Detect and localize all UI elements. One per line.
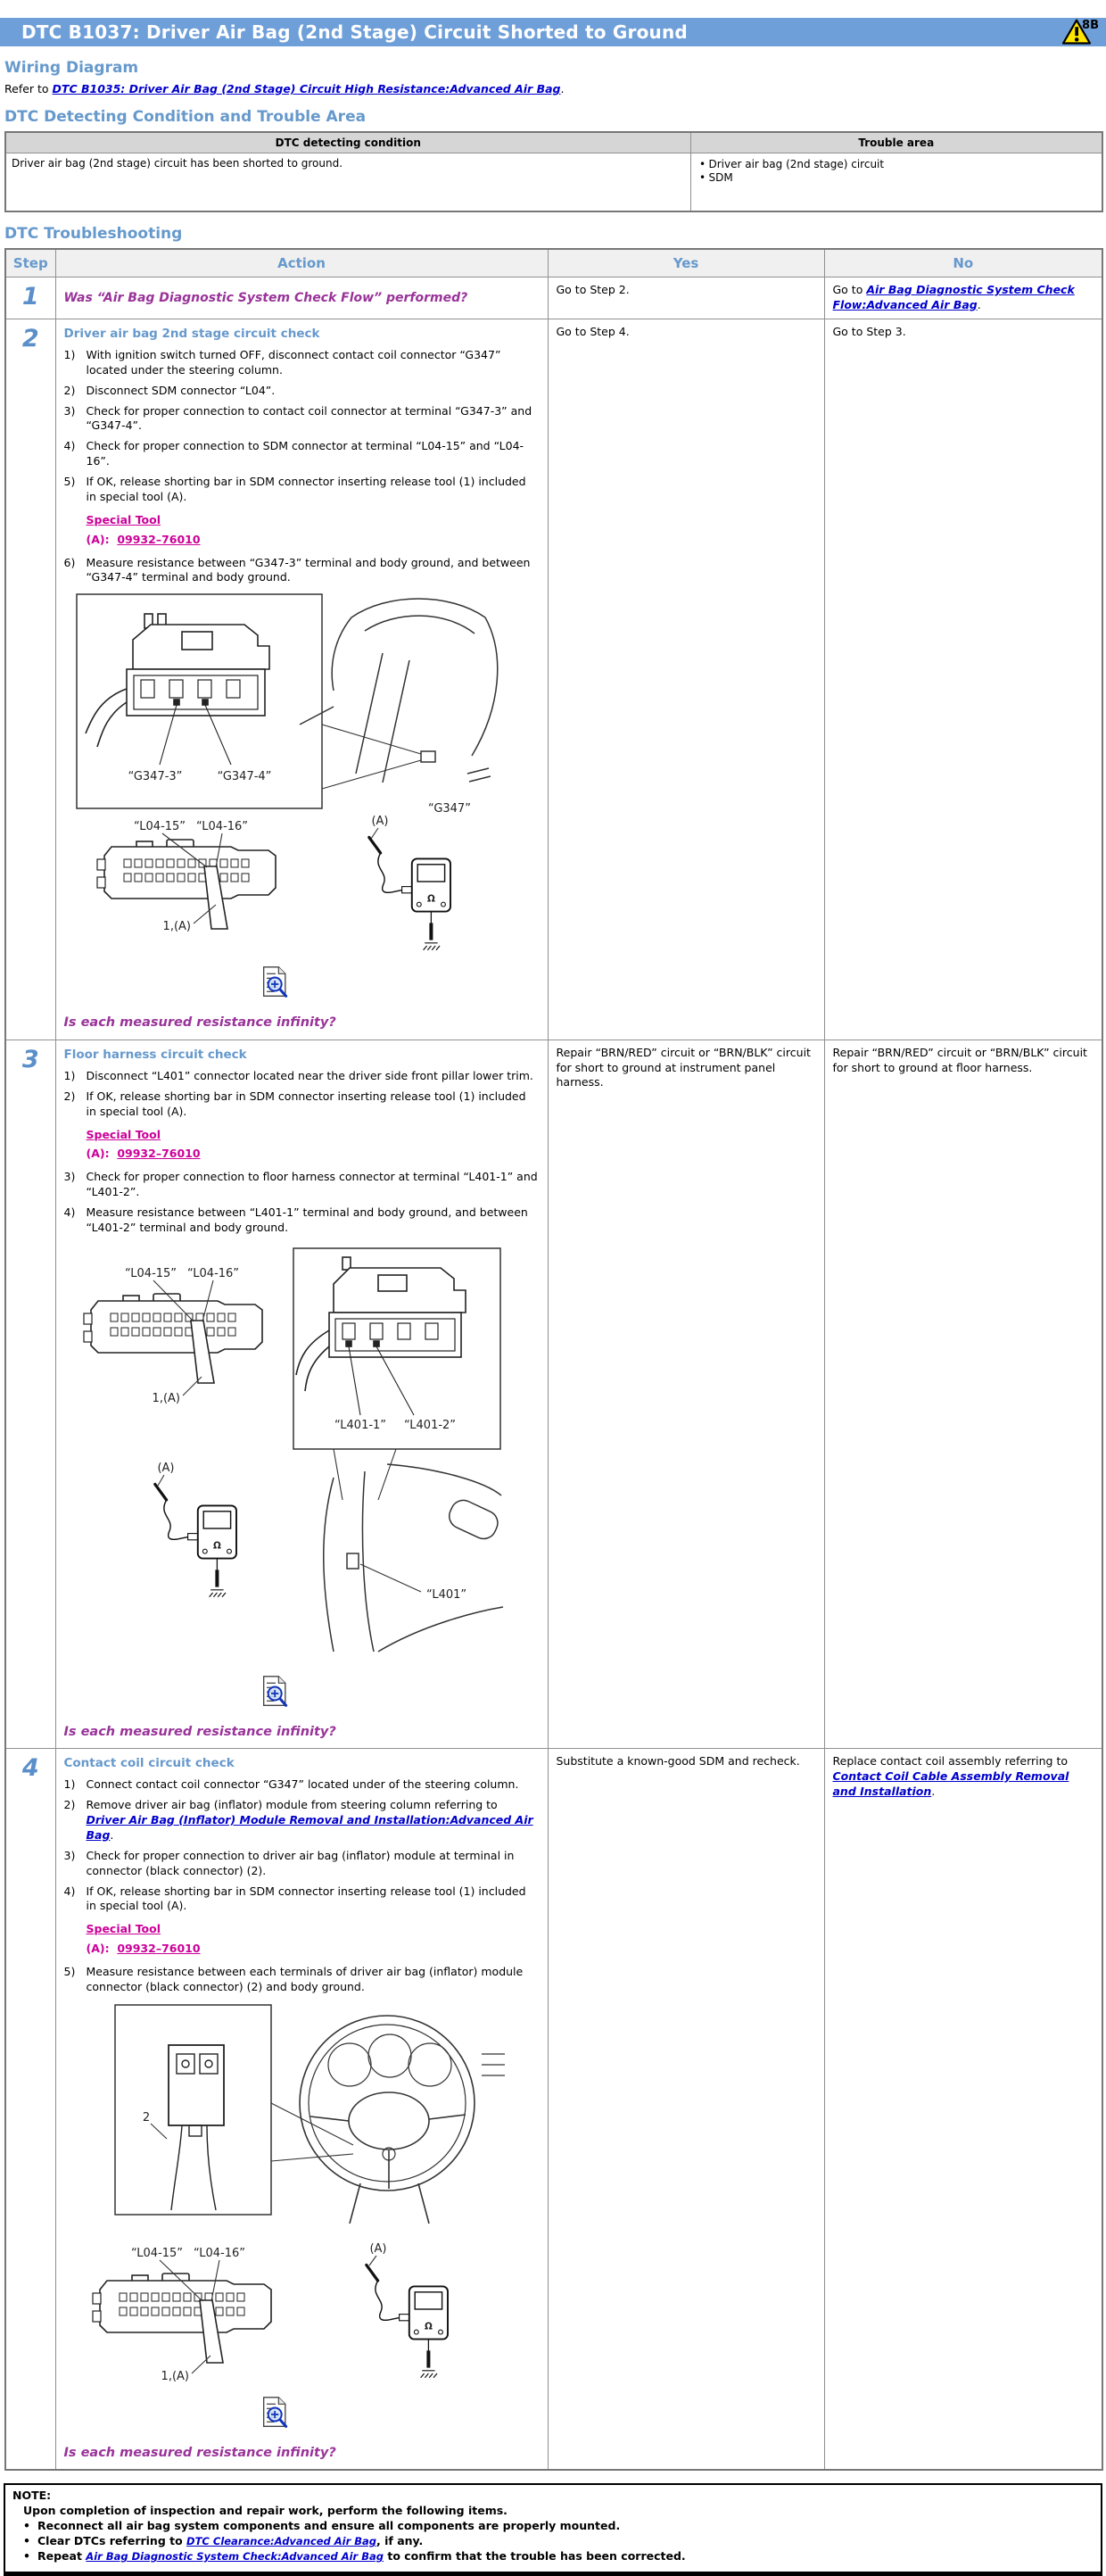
note-item: [23, 2549, 1094, 2563]
item-text: Check for proper connection to driver air bag (inflator) module at terminal in connector (black connector) (2).: [86, 1848, 515, 1877]
note-item-text: [37, 2549, 686, 2563]
action-step-item: [64, 556, 540, 586]
item-text: If OK, release shorting bar in SDM connector inserting release tool (1) included in special tool (A).: [86, 1089, 526, 1118]
floor-harness-connector-illustration: [66, 1241, 512, 1668]
airbag-check-flow-link[interactable]: Air Bag Diagnostic System Check Flow:Advanced Air Bag: [832, 283, 1075, 311]
step2-figure: [66, 591, 540, 1004]
trouble-area-text: SDM: [708, 171, 733, 184]
special-tool-block: [87, 1922, 540, 1957]
step1-no-cell: [824, 277, 1102, 319]
steering-column-connector-illustration: [66, 591, 512, 958]
item-text-suffix: .: [110, 1827, 114, 1842]
tool-ref-key: (A):: [86, 1942, 110, 1956]
label-a: (A): [368, 2241, 387, 2256]
enlarge-figure-icon[interactable]: [262, 965, 289, 999]
label-l401-1: “L401-1”: [334, 1418, 386, 1432]
troubleshooting-table: [4, 248, 1103, 2471]
note-item-text: [37, 2534, 423, 2547]
label-l04-16: “L04-16”: [186, 1266, 239, 1280]
col-dtc-detecting-condition: DTC detecting condition: [5, 132, 690, 153]
item-number: 5): [63, 1965, 76, 1979]
item-text: With ignition switch turned OFF, disconnect contact coil connector “G347” located under the steering column.: [86, 347, 501, 377]
item-text: If OK, release shorting bar in SDM connector inserting release tool (1) included in special tool (A).: [86, 1884, 526, 1913]
note-intro: Upon completion of inspection and repair work, perform the following items.: [23, 2504, 508, 2518]
bullet-glyph: •: [698, 171, 706, 184]
special-tool-ref: [87, 1147, 540, 1162]
g347-connector-illustration: [86, 614, 269, 765]
item-number: 4): [63, 1205, 76, 1219]
contact-coil-removal-link[interactable]: Contact Coil Cable Assembly Removal and Installation: [832, 1768, 1069, 1798]
action-step-item: [64, 1884, 540, 1915]
label-l04-15: “L04-15”: [130, 2246, 183, 2260]
ohmmeter-illustration: [154, 1484, 235, 1596]
item-number: 6): [63, 555, 76, 569]
item-number: 4): [63, 1884, 76, 1898]
step-number: 1: [5, 277, 55, 319]
item-number: 5): [63, 475, 76, 489]
item-number: 3): [63, 403, 76, 418]
item-number: 2): [63, 383, 76, 397]
note-text-suffix: to confirm that the trouble has been corrected.: [384, 2549, 686, 2564]
special-tool-number-link[interactable]: 09932–76010: [117, 1147, 201, 1161]
step4-no-cell: [824, 1749, 1102, 2471]
enlarge-figure-icon[interactable]: [262, 2395, 289, 2430]
special-tool-block: [87, 1128, 540, 1163]
label-g347: “G347”: [427, 802, 471, 816]
step-row-2: [5, 319, 1102, 1040]
action-step-item: [64, 1089, 540, 1120]
step3-action-cell: [55, 1040, 548, 1748]
note-item: [23, 2534, 1094, 2547]
label-2: 2: [142, 2110, 150, 2125]
item-number: 3): [63, 1170, 76, 1184]
label-a: (A): [370, 815, 389, 829]
troubleshooting-heading: DTC Troubleshooting: [4, 225, 183, 243]
trouble-area-item: [697, 158, 1097, 170]
no-suffix: .: [931, 1784, 936, 1798]
bullet-glyph: •: [23, 2549, 30, 2564]
label-1-a: 1,(A): [152, 1391, 180, 1405]
step4-title: Contact coil circuit check: [63, 1756, 235, 1771]
note-label: NOTE:: [12, 2489, 52, 2503]
col-no: No: [824, 249, 1102, 277]
module-connector-illustration: [169, 2045, 224, 2210]
action-step-item: [64, 384, 540, 399]
special-tool-number-link[interactable]: 09932–76010: [117, 1942, 201, 1956]
bullet-glyph: •: [23, 2519, 30, 2533]
item-text: Measure resistance between each terminals of driver air bag (inflator) module connector (black connector) (2) and body ground.: [86, 1965, 524, 1993]
dtc-clearance-link[interactable]: DTC Clearance:Advanced Air Bag: [186, 2535, 377, 2548]
page-section-tag: 8B: [1082, 19, 1099, 32]
bullet-glyph: •: [698, 158, 706, 170]
special-tool-label: Special Tool: [86, 512, 161, 526]
refer-suffix: .: [560, 82, 565, 95]
detecting-condition-table: [4, 131, 1103, 212]
enlarge-figure-icon[interactable]: [262, 1674, 289, 1709]
step3-yes-cell: Repair “BRN/RED” circuit or “BRN/BLK” circuit for short to ground at instrument panel harness.: [548, 1040, 824, 1748]
item-number: 2): [63, 1089, 76, 1103]
sdm-connector-illustration: [93, 2274, 271, 2363]
step4-figure: [66, 2000, 540, 2434]
item-number: 3): [63, 1848, 76, 1862]
label-l04-16: “L04-16”: [193, 2246, 245, 2260]
ohmmeter-illustration: [368, 838, 450, 950]
detecting-header-row: [5, 132, 1102, 153]
step1-question: Was “Air Bag Diagnostic System Check Flow” performed?: [63, 291, 468, 305]
action-step-item: [64, 1798, 540, 1843]
action-step-item: [64, 1849, 540, 1879]
item-number: 1): [63, 1068, 76, 1082]
label-1-a: 1,(A): [162, 920, 191, 934]
item-text: Check for proper connection to contact coil connector at terminal “G347-3” and “G347-4”.: [86, 403, 532, 433]
steering-column-sketch: [300, 599, 498, 789]
action-step-item: [64, 475, 540, 505]
wiring-refer-line: [4, 82, 1106, 95]
step2-yes-cell: Go to Step 4.: [548, 319, 824, 1040]
item-text: Connect contact coil connector “G347” located under of the steering column.: [86, 1777, 519, 1792]
label-l04-16: “L04-16”: [195, 820, 248, 834]
sdm-connector-illustration: [97, 840, 276, 929]
step-number: 2: [5, 319, 55, 1040]
detecting-row: [5, 153, 1102, 212]
refer-prefix: Refer to: [4, 82, 53, 95]
step-row-1: [5, 277, 1102, 319]
special-tool-ref: [87, 1942, 540, 1957]
l401-connector-illustration: [296, 1257, 466, 1415]
col-step: Step: [5, 249, 55, 277]
item-text: Check for proper connection to SDM connector at terminal “L04-15” and “L04-16”.: [86, 439, 524, 468]
action-step-item: [64, 1069, 540, 1084]
item-number: 2): [63, 1798, 76, 1812]
item-text-prefix: Remove driver air bag (inflator) module from steering column referring to: [86, 1798, 498, 1812]
col-action: Action: [55, 249, 548, 277]
action-step-item: [64, 439, 540, 469]
step1-yes-cell: Go to Step 2.: [548, 277, 824, 319]
action-step-item: [64, 1777, 540, 1793]
tool-ref-key: (A):: [86, 532, 110, 546]
action-step-item: [64, 404, 540, 435]
step-row-3: [5, 1040, 1102, 1748]
dtc-title-bar: [0, 18, 1106, 46]
label-l04-15: “L04-15”: [124, 1266, 177, 1280]
page-title: DTC B1037: Driver Air Bag (2nd Stage) Circuit Shorted to Ground: [21, 21, 688, 43]
action-step-item: [64, 1965, 540, 1995]
item-text: Measure resistance between “L401-1” terminal and body ground, and between “L401-2” terminal and body ground.: [86, 1205, 528, 1234]
detecting-condition-heading: DTC Detecting Condition and Trouble Area: [4, 108, 367, 126]
special-tool-label: Special Tool: [86, 1922, 161, 1936]
action-step-item: [64, 1205, 540, 1236]
front-pillar-sketch: [323, 1464, 502, 1652]
sdm-connector-illustration: [84, 1294, 262, 1383]
note-item: [23, 2519, 1094, 2532]
no-suffix: .: [977, 297, 981, 311]
label-l04-15: “L04-15”: [133, 820, 186, 834]
item-number: 1): [63, 347, 76, 361]
col-yes: Yes: [548, 249, 824, 277]
special-tool-number-link[interactable]: 09932–76010: [117, 532, 201, 546]
label-l401-2: “L401-2”: [403, 1418, 456, 1432]
special-tool-label: Special Tool: [86, 1127, 161, 1141]
tool-ref-key: (A):: [86, 1147, 110, 1161]
step4-action-cell: [55, 1749, 548, 2471]
step-number: 4: [5, 1749, 55, 2471]
action-step-item: [64, 1170, 540, 1200]
step2-action-cell: [55, 319, 548, 1040]
special-tool-ref: [87, 533, 540, 548]
step4-question: Is each measured resistance infinity?: [63, 2445, 336, 2460]
label-l401: “L401”: [425, 1587, 466, 1602]
action-step-item: [64, 348, 540, 378]
no-prefix: Replace contact coil assembly referring to: [832, 1754, 1068, 1768]
step2-title: Driver air bag 2nd stage circuit check: [63, 326, 320, 341]
steering-wheel-sketch: [300, 2016, 505, 2224]
step3-question: Is each measured resistance infinity?: [63, 1724, 336, 1739]
note-text-prefix: Repeat: [37, 2549, 87, 2564]
trouble-area-text: Driver air bag (2nd stage) circuit: [708, 158, 885, 170]
bullet-glyph: •: [23, 2534, 30, 2548]
item-text: If OK, release shorting bar in SDM connector inserting release tool (1) included in special tool (A).: [86, 475, 526, 503]
step3-no-cell: Repair “BRN/RED” circuit or “BRN/BLK” circuit for short to ground at floor harness.: [824, 1040, 1102, 1748]
col-trouble-area: Trouble area: [690, 132, 1102, 153]
item-text: [87, 1798, 540, 1843]
note-item-text: Reconnect all air bag system components and ensure all components are properly mounted.: [37, 2519, 621, 2533]
step3-figure: [66, 1241, 540, 1713]
dtc-b1035-link[interactable]: DTC B1035: Driver Air Bag (2nd Stage) Circuit High Resistance:Advanced Air Bag: [52, 82, 561, 95]
step-row-4: [5, 1749, 1102, 2471]
step2-no-cell: Go to Step 3.: [824, 319, 1102, 1040]
airbag-module-connector-illustration: [66, 2000, 512, 2389]
airbag-system-check-link[interactable]: Air Bag Diagnostic System Check:Advanced Air Bag: [86, 2550, 384, 2564]
note-text-suffix: , if any.: [376, 2534, 424, 2548]
item-number: 1): [63, 1777, 76, 1792]
no-prefix: Go to: [832, 283, 867, 296]
service-manual-page: [0, 18, 1106, 2576]
special-tool-block: [87, 513, 540, 548]
step4-yes-cell: Substitute a known-good SDM and recheck.: [548, 1749, 824, 2471]
step3-title: Floor harness circuit check: [63, 1047, 247, 1062]
airbag-module-removal-link[interactable]: Driver Air Bag (Inflator) Module Removal and Installation:Advanced Air Bag: [86, 1813, 533, 1842]
trouble-area-item: [697, 171, 1097, 184]
step2-question: Is each measured resistance infinity?: [63, 1015, 336, 1031]
item-number: 4): [63, 439, 76, 453]
label-g347-4: “G347-4”: [217, 770, 271, 784]
item-text: Disconnect “L401” connector located near the driver side front pillar lower trim.: [86, 1068, 533, 1082]
note-box: [4, 2483, 1102, 2576]
item-text: Measure resistance between “G347-3” terminal and body ground, and between “G347-4” terminal and body ground.: [86, 555, 531, 584]
detecting-condition-cell: Driver air bag (2nd stage) circuit has been shorted to ground.: [5, 153, 690, 212]
label-a: (A): [156, 1461, 175, 1475]
troubleshooting-header-row: [5, 249, 1102, 277]
trouble-area-cell: [690, 153, 1102, 212]
ohmmeter-illustration: [366, 2265, 447, 2377]
item-text: Check for proper connection to floor harness connector at terminal “L401-1” and “L401-2”.: [86, 1170, 538, 1199]
item-text: Disconnect SDM connector “L04”.: [86, 383, 276, 397]
note-text-prefix: Clear DTCs referring to: [37, 2534, 187, 2548]
label-g347-3: “G347-3”: [128, 770, 182, 784]
step-number: 3: [5, 1040, 55, 1748]
wiring-diagram-heading: Wiring Diagram: [4, 59, 139, 77]
label-1-a: 1,(A): [161, 2369, 189, 2383]
